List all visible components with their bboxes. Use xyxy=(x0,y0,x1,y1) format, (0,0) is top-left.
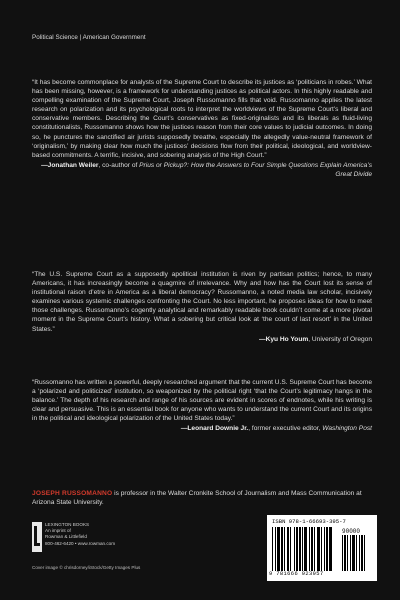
review-attribution xyxy=(32,161,372,179)
isbn-number: ISBN 978-1-66693-395-7 xyxy=(272,518,346,525)
cover-image-credit: Cover image © chrisdorney/iStock/Getty Images Plus xyxy=(32,565,141,570)
reviewer-name: —Kyu Ho Youm xyxy=(259,335,309,343)
price-code: 90000 xyxy=(342,528,361,535)
publisher-imprint: An imprint of xyxy=(45,528,71,534)
review-blurb-youm xyxy=(32,270,372,344)
review-text: “It has become commonplace for analysts of the Supreme Court to describe its justices as ‘politicians in robes.’ What has been missing, however, is a framework for understanding justices as political actors. In this highly readable and compelling examination of the Supreme Court, Joseph Russomanno fills that void. Russomanno applies the latest research on polarization and its psychological roots to interpret the worldviews of the Supreme Court’s liberal and conservative members. Describing the Court’s conservatives as fixed-originalists and its liberals as fluid-living constitutionalists, Russomanno shows how the justices reason from their core values to judicial outcomes. In doing so, he punctures the sanctified air jurists supposedly breathe, especially the allegedly value-neutral framework of ‘originalism,’ by making clear how much the justices’ decisions flow from their political, ideological, and worldview-based commitments. A terrific, incisive, and sobering analysis of the High Court.” xyxy=(32,79,372,159)
author-name: JOSEPH RUSSOMANNO xyxy=(32,490,113,497)
reviewer-publication: Washington Post xyxy=(322,425,372,433)
author-bio-text: is professor in the Walter Cronkite School of Journalism and Mass Communication at Arizona State University. xyxy=(32,490,362,507)
author-bio xyxy=(32,489,372,507)
reviewer-name: —Jonathan Weiler xyxy=(41,161,99,169)
publisher-parent: Rowman & Littlefield xyxy=(45,534,87,540)
review-attribution xyxy=(32,424,372,433)
category-line: Political Science | American Government xyxy=(32,34,146,41)
publisher-info xyxy=(45,522,165,547)
publisher-name: LEXINGTON BOOKS xyxy=(45,522,90,527)
reviewer-book-title: Prius or Pickup?: How the Answers to Four Simple Questions Explain America’s Great Divide xyxy=(139,161,372,178)
publisher-logo-icon xyxy=(32,522,42,552)
isbn-barcode xyxy=(267,515,377,581)
reviewer-affiliation: , former executive editor, xyxy=(248,425,323,433)
barcode-bars xyxy=(272,527,372,571)
review-attribution xyxy=(32,335,372,344)
publisher-contact: 800-462-6420 • www.rowman.com xyxy=(45,540,116,546)
reviewer-name: —Leonard Downie Jr. xyxy=(180,425,249,433)
ean-digits: 9 781666 923957 xyxy=(269,571,324,577)
reviewer-affiliation: , co-author of xyxy=(98,161,140,169)
review-blurb-weiler xyxy=(32,78,372,179)
review-text: “The U.S. Supreme Court as a supposedly apolitical institution is riven by partisan politics; hence, to many Americans, it has increasingly become a quagmire of irrelevance. Why and how has the Court lost its sense of institutional raison d’etre in America as a liberal democracy? Russomanno, a noted media law scholar, incisively examines various systemic challenges confronting the Court. No less important, he proposes ideas for how to meet those challenges. Russomanno’s cogently analytical and remarkably readable book couldn’t come at a more pivotal moment in the Supreme Court’s history. What a sobering but critical look at ‘the court of last resort’ in the United States.” xyxy=(32,271,372,333)
reviewer-affiliation: , University of Oregon xyxy=(308,335,372,343)
review-blurb-downie xyxy=(32,378,372,434)
review-text: “Russomanno has written a powerful, deeply researched argument that the current U.S. Supreme Court has become a ‘polarized and politicized’ institution, so weaponized by the political right ‘that the Court’s legitimacy hangs in the balance.’ The depth of his research and range of his sources are evident in scores of endnotes, while his writing is clear and persuasive. This is an essential book for anyone who wants to understand the current Court and its origins in the political and ideological polarization of the United States today.” xyxy=(32,379,372,423)
